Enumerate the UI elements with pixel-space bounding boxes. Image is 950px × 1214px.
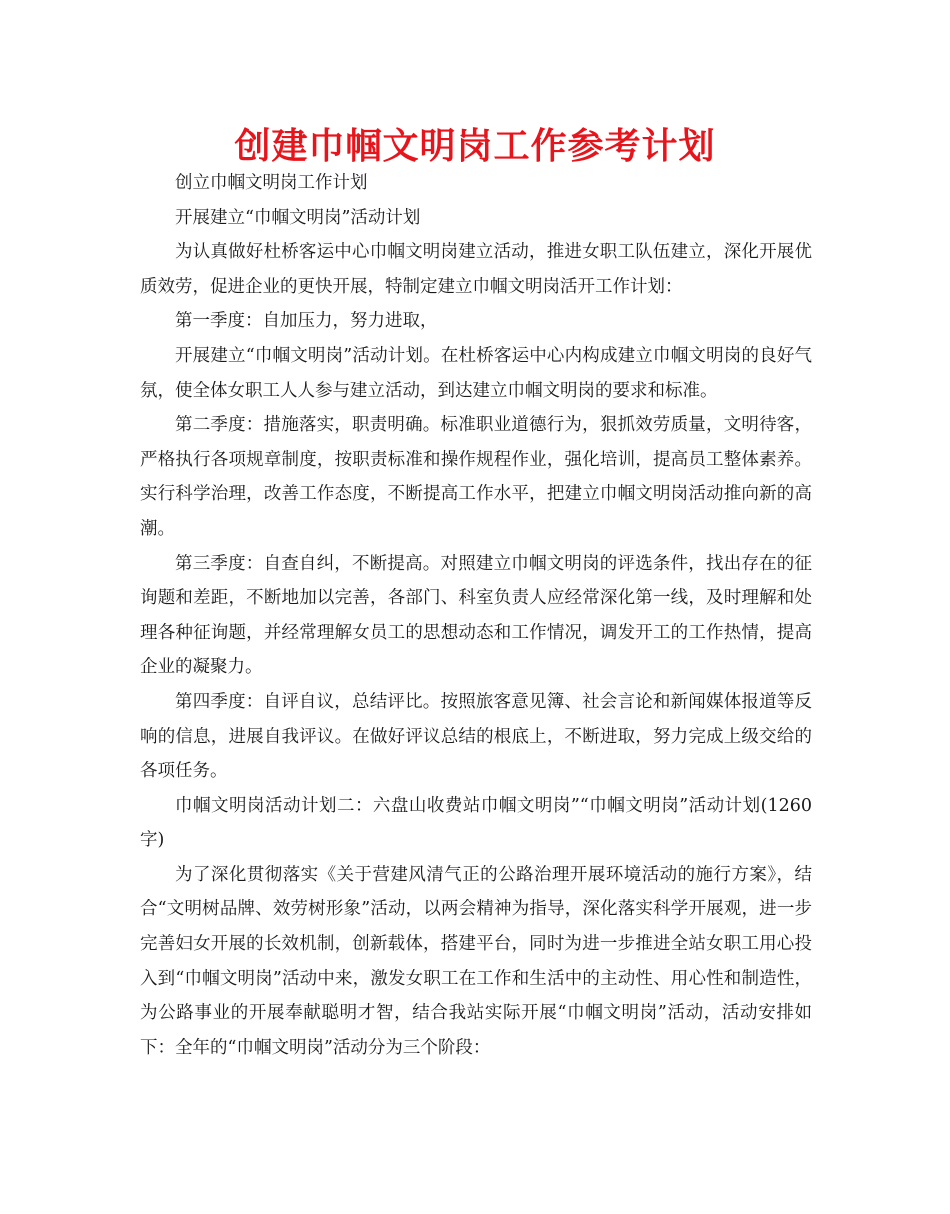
paragraph: 开展建立“巾帼文明岗”活动计划。在杜桥客运中心内构成建立巾帼文明岗的良好气氛，使全体女职工人人参与建立活动，到达建立巾帼文明岗的要求和标准。 <box>140 345 812 401</box>
paragraph: 为了深化贯彻落实《关于营建风清气正的公路治理开展环境活动的施行方案》，结合“文明树品牌、效劳树形象”活动，以两会精神为指导，深化落实科学开展观，进一步完善妇女开展的长效机制，创新载体，搭建平台，同时为进一步推进全站女职工用心投入到“巾帼文明岗”活动中来，激发女职工在工作和生活中的主动性、用心性和制造性，为公路事业的开展奉献聪明才智，结合我站实际开展“巾帼文明岗”活动，活动安排如下：全年的“巾帼文明岗”活动分为三个阶段： <box>140 864 812 1058</box>
paragraph: 第四季度：自评自议，总结评比。按照旅客意见簿、社会言论和新闻媒体报道等反响的信息，进展自我评议。在做好评议总结的根底上，不断进取，努力完成上级交给的各项任务。 <box>140 691 812 782</box>
paragraph: 开展建立“巾帼文明岗”活动计划 <box>175 207 421 228</box>
paragraph: 创立巾帼文明岗工作计划 <box>175 173 368 193</box>
document-title: 创建巾帼文明岗工作参考计划 <box>234 126 716 167</box>
paragraph: 巾帼文明岗活动计划二：六盘山收费站巾帼文明岗”“巾帼文明岗”活动计划(1260字) <box>140 795 812 851</box>
paragraph: 第一季度：自加压力，努力进取， <box>175 311 438 332</box>
paragraph: 第三季度：自查自纠，不断提高。对照建立巾帼文明岗的评选条件，找出存在的征询题和差距，不断地加以完善，各部门、科室负责人应经常深化第一线，及时理解和处理各种征询题，并经常理解女员工的思想动态和工作情况，调发开工的工作热情，提高企业的凝聚力。 <box>140 553 812 678</box>
paragraph: 为认真做好杜桥客运中心巾帼文明岗建立活动，推进女职工队伍建立，深化开展优质效劳，促进企业的更快开展，特制定建立巾帼文明岗活开工作计划： <box>140 242 812 297</box>
document-body <box>140 166 812 1065</box>
paragraph: 第二季度：措施落实，职责明确。标准职业道德行为，狠抓效劳质量，文明待客，严格执行各项规章制度，按职责标准和操作规程作业，强化培训，提高员工整体素养。实行科学治理，改善工作态度，不断提高工作水平，把建立巾帼文明岗活动推向新的高潮。 <box>140 415 812 539</box>
